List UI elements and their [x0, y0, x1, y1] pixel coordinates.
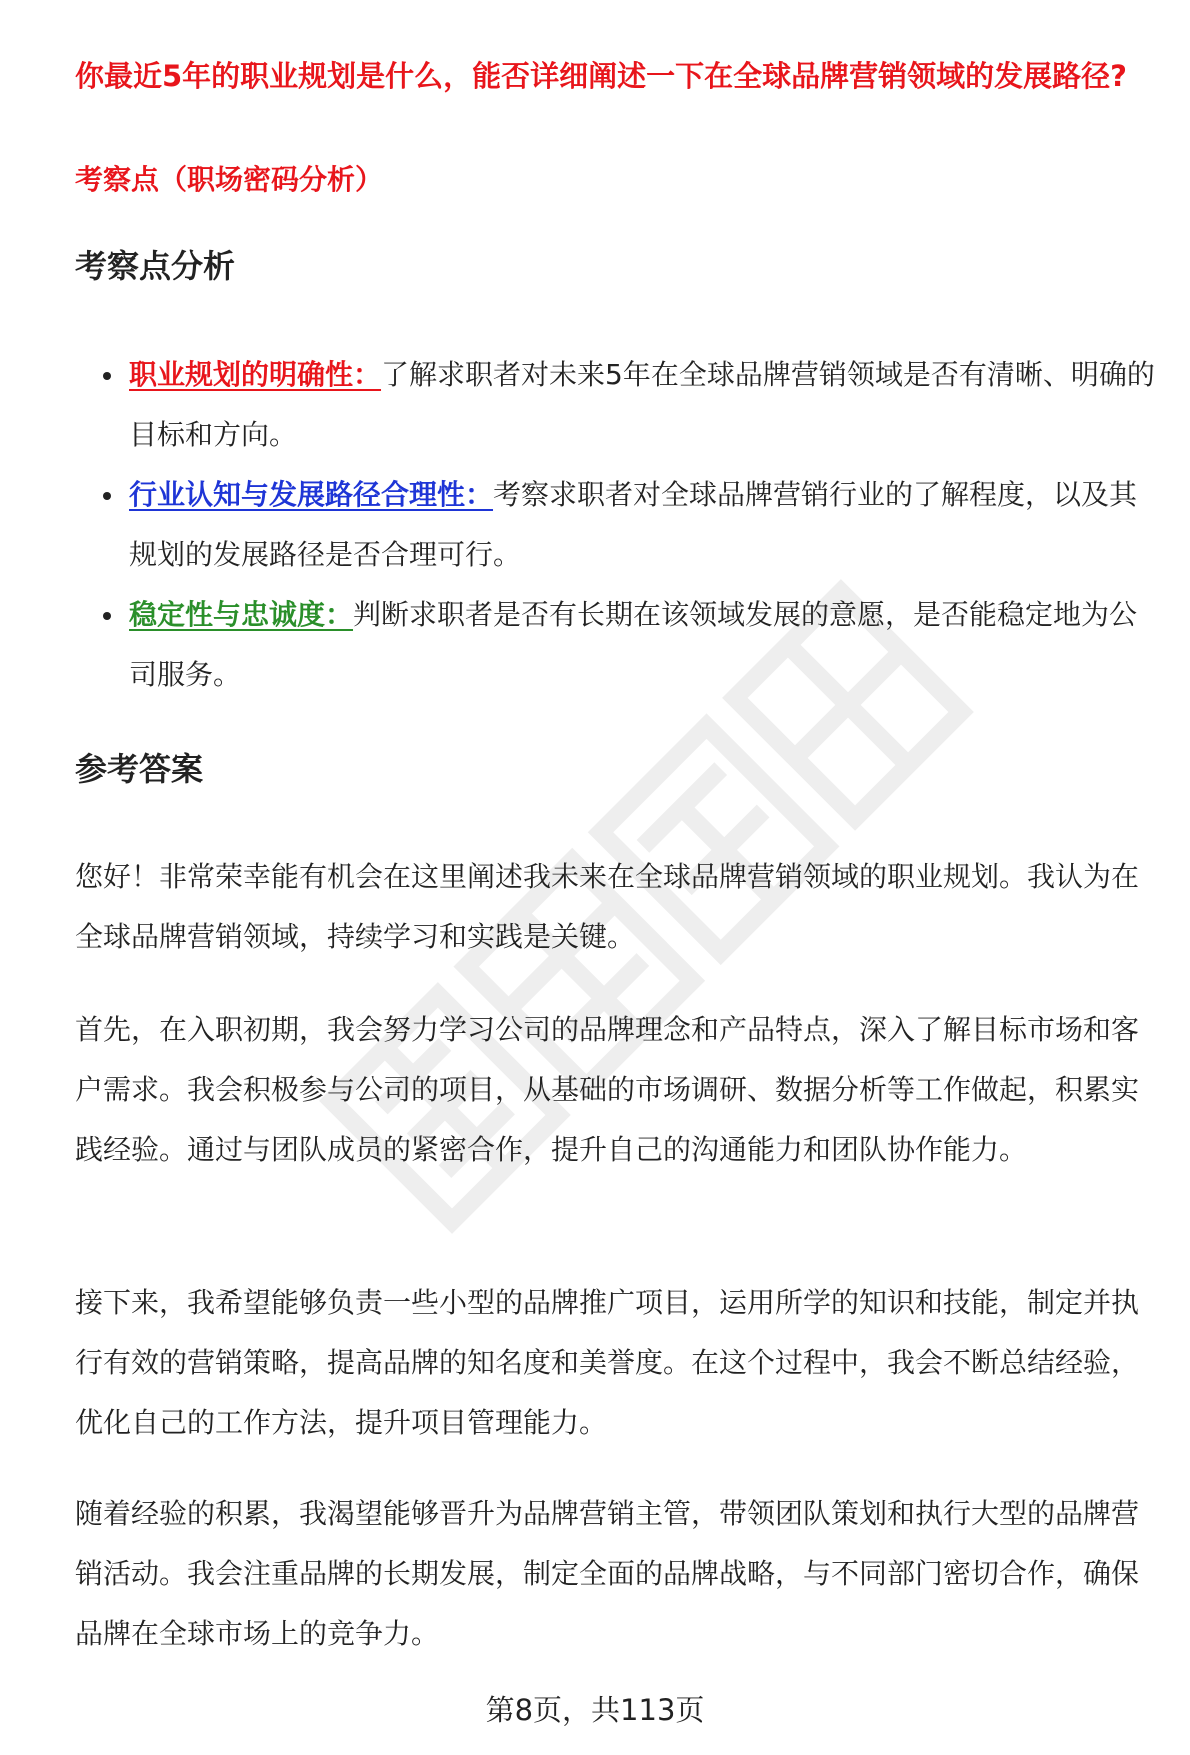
page-number-footer: 第8页，共113页	[485, 1693, 705, 1727]
point-text: 判断求职者是否有长期在该领域发展的意愿，是否能稳定地为公司服务。	[129, 598, 1138, 691]
answer-paragraph: 随着经验的积累，我渴望能够晋升为品牌营销主管，带领团队策划和执行大型的品牌营销活动。我会注重品牌的长期发展，制定全面的品牌战略，与不同部门密切合作，确保品牌在全球市场上的竞争力。	[75, 1497, 1140, 1650]
bullet-icon	[103, 372, 111, 380]
subtitle: 考察点（职场密码分析）	[75, 163, 384, 196]
answer-paragraph: 首先，在入职初期，我会努力学习公司的品牌理念和产品特点，深入了解目标市场和客户需求。我会积极参与公司的项目，从基础的市场调研、数据分析等工作做起，积累实践经验。通过与团队成员的紧密合作，提升自己的沟通能力和团队协作能力。	[75, 1013, 1140, 1166]
analysis-heading: 考察点分析	[75, 247, 236, 285]
point-label: 行业认知与发展路径合理性：	[129, 478, 494, 511]
analysis-point	[103, 585, 1163, 705]
point-text: 了解求职者对未来5年在全球品牌营销领域是否有清晰、明确的目标和方向。	[129, 358, 1155, 451]
question-title: 你最近5年的职业规划是什么，能否详细阐述一下在全球品牌营销领域的发展路径?	[75, 59, 1128, 93]
answer-heading: 参考答案	[75, 750, 204, 788]
analysis-points-list	[103, 345, 1163, 705]
analysis-point	[103, 345, 1163, 465]
bullet-icon	[103, 612, 111, 620]
point-text: 考察求职者对全球品牌营销行业的了解程度，以及其规划的发展路径是否合理可行。	[129, 478, 1138, 571]
analysis-point	[103, 465, 1163, 585]
answer-paragraph: 接下来，我希望能够负责一些小型的品牌推广项目，运用所学的知识和技能，制定并执行有效的营销策略，提高品牌的知名度和美誉度。在这个过程中，我会不断总结经验，优化自己的工作方法，提升项目管理能力。	[75, 1286, 1140, 1439]
answer-paragraph: 您好！非常荣幸能有机会在这里阐述我未来在全球品牌营销领域的职业规划。我认为在全球品牌营销领域，持续学习和实践是关键。	[75, 860, 1140, 953]
point-label: 稳定性与忠诚度：	[129, 598, 354, 631]
point-label: 职业规划的明确性：	[129, 358, 382, 391]
bullet-icon	[103, 492, 111, 500]
